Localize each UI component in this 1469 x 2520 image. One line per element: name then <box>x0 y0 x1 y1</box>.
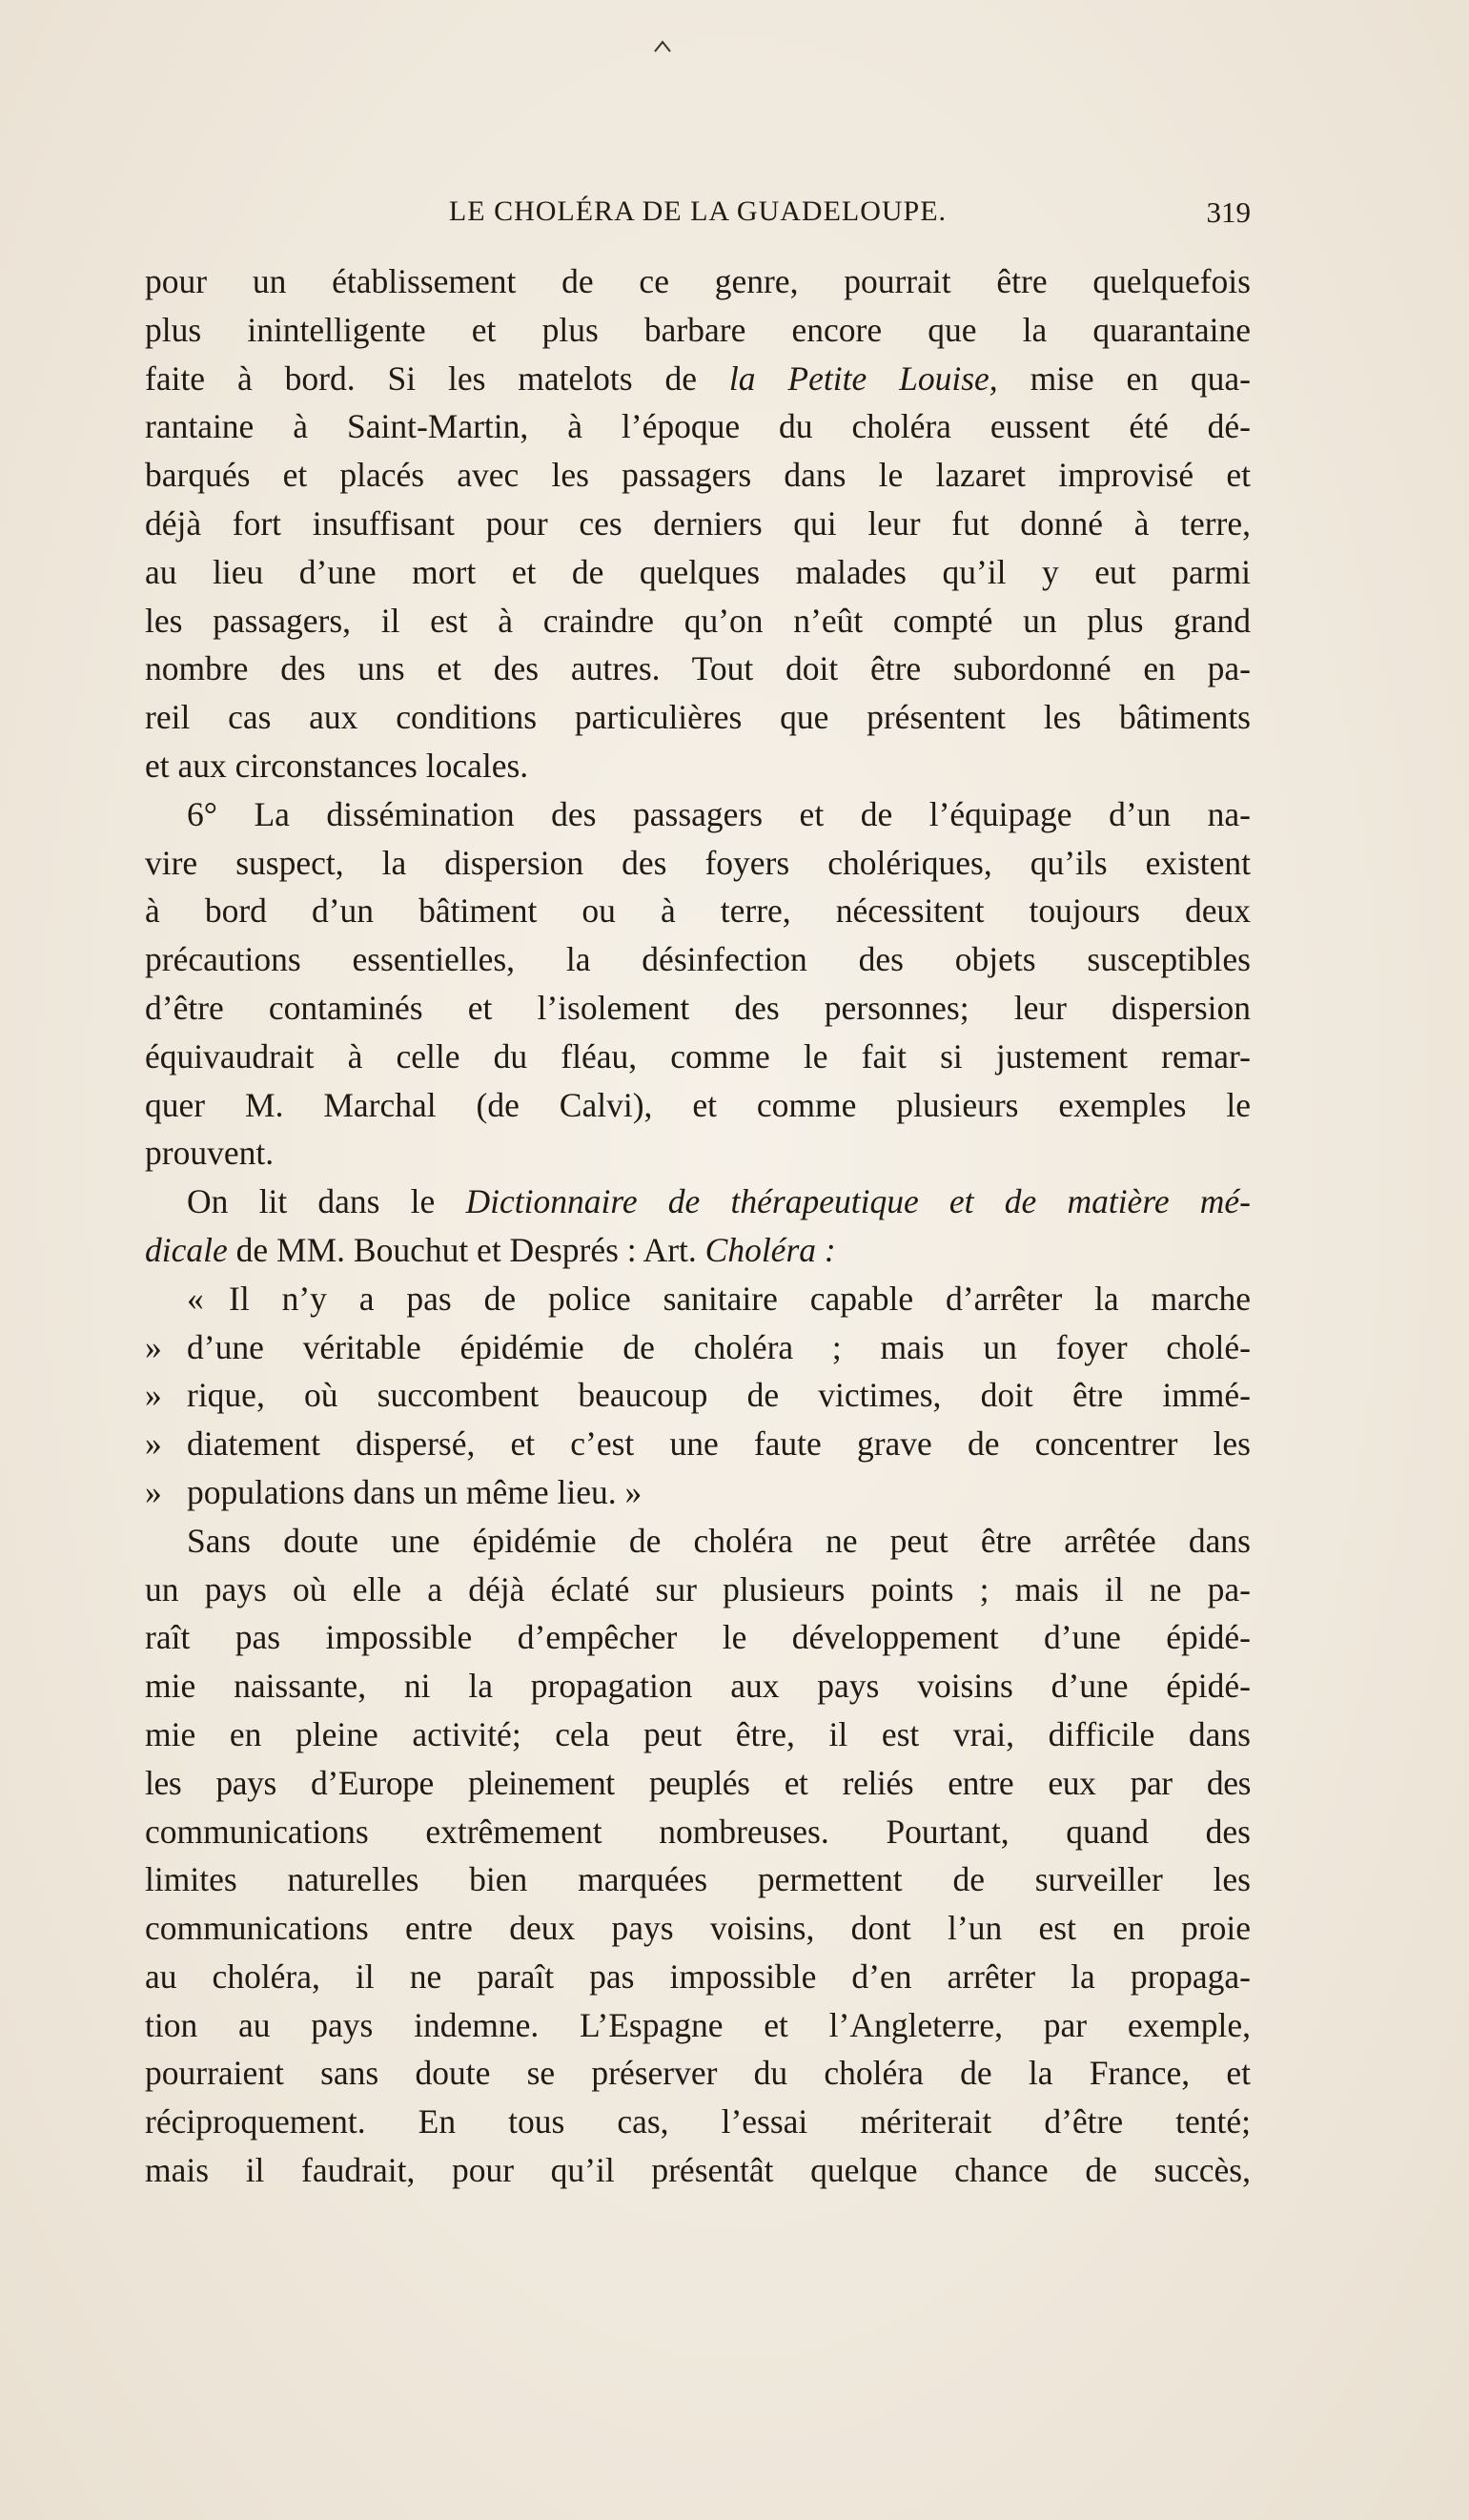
article-title: Choléra : <box>704 1230 836 1269</box>
text-run: de MM. Bouchut et Després : Art. <box>227 1230 705 1269</box>
quote-mark: » <box>145 1472 162 1511</box>
page-text <box>145 257 1251 2195</box>
quote-mark: » <box>145 1424 162 1464</box>
paragraph-dissemination <box>145 790 1251 1178</box>
text-run: mise en qua- <box>997 359 1252 398</box>
quote-mark: » <box>145 1376 162 1415</box>
quote-mark: » <box>145 1327 162 1366</box>
page-number: 319 <box>1206 195 1251 229</box>
text-line: plus inintelligente et plus barbare encore que la quarantaine <box>145 310 1251 349</box>
text-run: populations dans un même lieu. » <box>187 1472 643 1511</box>
running-title: LE CHOLÉRA DE LA GUADELOUPE. <box>448 195 948 227</box>
text-line: reil cas aux conditions particulières que présentent les bâtiments <box>145 698 1251 737</box>
text-line: réciproquement. En tous cas, l’essai mériterait d’être tenté; <box>145 2102 1251 2141</box>
text-line: à bord d’un bâtiment ou à terre, nécessitent toujours deux <box>145 891 1251 931</box>
text-line: raît pas impossible d’empêcher le développement d’une épidé- <box>145 1618 1251 1657</box>
text-line: communications extrêmement nombreuses. Pourtant, quand des <box>145 1812 1251 1851</box>
paragraph-dictionary <box>145 1178 1251 1275</box>
text-run: d’une véritable épidémie de choléra ; mais un foyer cholé- <box>187 1327 1251 1366</box>
quote-line <box>145 1323 1251 1372</box>
ship-name: la Petite Louise, <box>728 359 998 398</box>
text-line: les pays d’Europe pleinement peuplés et reliés entre eux par des <box>145 1763 1251 1802</box>
text-line: rantaine à Saint-Martin, à l’époque du choléra eussent été dé- <box>145 407 1251 446</box>
quote-line <box>145 1468 1251 1517</box>
block-quote <box>145 1275 1251 1517</box>
page-header <box>145 195 1251 245</box>
text-line: quer M. Marchal (de Calvi), et comme plusieurs exemples le <box>145 1085 1251 1124</box>
text-line: d’être contaminés et l’isolement des personnes; leur dispersion <box>145 988 1251 1027</box>
text-line: tion au pays indemne. L’Espagne et l’Angleterre, par exemple, <box>145 2005 1251 2044</box>
text-line <box>145 1178 1251 1226</box>
text-run: faite à bord. Si les matelots de <box>145 359 729 398</box>
quote-mark: « <box>187 1279 204 1318</box>
text-line: précautions essentielles, la désinfection des objets susceptibles <box>145 940 1251 979</box>
text-line: les passagers, il est à craindre qu’on n’eût compté un plus grand <box>145 601 1251 640</box>
text-line: nombre des uns et des autres. Tout doit être subordonné en pa- <box>145 649 1251 688</box>
text-line: limites naturelles bien marquées permettent de surveiller les <box>145 1860 1251 1899</box>
text-line: communications entre deux pays voisins, dont l’un est en proie <box>145 1909 1251 1948</box>
text-line: 6° La dissémination des passagers et de l’équipage d’un na- <box>187 794 1251 833</box>
quote-line <box>145 1275 1251 1323</box>
book-title: dicale <box>145 1230 228 1269</box>
text-line: Sans doute une épidémie de choléra ne peut être arrêtée dans <box>187 1521 1251 1560</box>
text-run: On lit dans le <box>187 1182 466 1221</box>
text-line: mais il faudrait, pour qu’il présentât quelque chance de succès, <box>145 2151 1251 2190</box>
text-line: déjà fort insuffisant pour ces derniers qui leur fut donné à terre, <box>145 503 1251 543</box>
text-run: Il n’y a pas de police sanitaire capable d’arrêter la marche <box>229 1279 1251 1318</box>
text-line <box>145 1226 1251 1275</box>
text-line: un pays où elle a déjà éclaté sur plusieurs points ; mais il ne pa- <box>145 1569 1251 1608</box>
text-line: pourraient sans doute se préserver du choléra de la France, et <box>145 2054 1251 2093</box>
paragraph-quarantine <box>145 257 1251 790</box>
text-line: prouvent. <box>145 1134 275 1173</box>
text-line: pour un établissement de ce genre, pourrait être quelquefois <box>145 262 1251 300</box>
text-line: au lieu d’une mort et de quelques malades qu’il y eut parmi <box>145 552 1251 591</box>
text-line: barqués et placés avec les passagers dans le lazaret improvisé et <box>145 456 1251 495</box>
text-line: mie en pleine activité; cela peut être, il est vrai, difficile dans <box>145 1714 1251 1753</box>
text-line <box>145 355 1251 403</box>
text-line: équivaudrait à celle du fléau, comme le fait si justement remar- <box>145 1036 1251 1076</box>
text-run: diatement dispersé, et c’est une faute grave de concentrer les <box>187 1424 1251 1464</box>
text-line: mie naissante, ni la propagation aux pays voisins d’une épidé- <box>145 1667 1251 1706</box>
text-line: et aux circonstances locales. <box>145 746 529 785</box>
quote-line <box>145 1371 1251 1420</box>
caret-mark-icon <box>652 36 673 57</box>
book-title: Dictionnaire de thérapeutique et de matière mé- <box>465 1182 1251 1221</box>
text-line: vire suspect, la dispersion des foyers cholériques, qu’ils existent <box>145 843 1251 882</box>
quote-line <box>145 1420 1251 1468</box>
paragraph-prevention <box>145 1517 1251 2195</box>
text-run: rique, où succombent beaucoup de victimes, doit être immé- <box>187 1376 1251 1415</box>
text-line: au choléra, il ne paraît pas impossible d’en arrêter la propaga- <box>145 1957 1251 1996</box>
